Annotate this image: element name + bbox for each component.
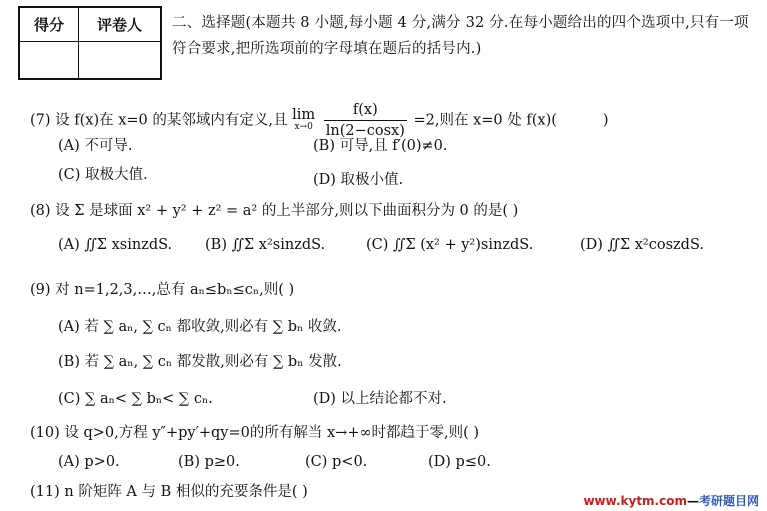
grader-cell[interactable] — [79, 42, 160, 78]
score-cell[interactable] — [20, 42, 79, 78]
section-heading: 二、选择题(本题共 8 小题,每小题 4 分,满分 32 分.在每小题给出的四个选项中,只有一项符合要求,把所选项前的字母填在题后的括号内.) — [172, 15, 749, 57]
q7-option-d[interactable]: (D) 取极小值. — [313, 172, 404, 188]
q7-frac-num: f(x) — [324, 100, 407, 121]
q9-option-c[interactable]: (C) ∑ aₙ< ∑ bₙ< ∑ cₙ. — [58, 391, 213, 407]
q7-limit — [292, 106, 316, 133]
q7-lim-sub: x→0 — [294, 121, 313, 132]
q10-option-b[interactable]: (B) p≥0. — [178, 454, 240, 470]
q10-option-d[interactable]: (D) p≤0. — [428, 454, 491, 470]
q7-frac-den: ln(2−cosx) — [325, 123, 405, 139]
question-9-stem: (9) 对 n=1,2,3,…,总有 aₙ≤bₙ≤cₙ,则( ) — [30, 282, 295, 298]
watermark-dash: — — [686, 494, 699, 508]
q7-option-a[interactable]: (A) 不可导. — [58, 138, 133, 154]
watermark-url[interactable]: www.kytm.com — [583, 494, 687, 508]
q7-stem-b: =2,则在 x=0 处 f(x)( — [413, 112, 557, 129]
q8-option-c[interactable]: (C) ∬Σ (x² + y²)sinzdS. — [366, 237, 534, 253]
q10-option-c[interactable]: (C) p<0. — [305, 454, 368, 470]
grader-header: 评卷人 — [96, 16, 142, 34]
score-table — [18, 6, 162, 80]
q7-option-b[interactable]: (B) 可导,且 f′(0)≠0. — [313, 138, 448, 154]
q7-fraction — [324, 100, 407, 141]
score-table-header — [20, 8, 160, 42]
watermark-site: 考研题目网 — [698, 494, 759, 508]
q9-option-d[interactable]: (D) 以上结论都不对. — [313, 391, 447, 407]
q8-option-a[interactable]: (A) ∬Σ xsinzdS. — [58, 237, 173, 253]
q8-option-b[interactable]: (B) ∬Σ x²sinzdS. — [205, 237, 326, 253]
q7-stem-close: ) — [602, 112, 609, 129]
question-11-stem: (11) n 阶矩阵 A 与 B 相似的充要条件是( ) — [30, 484, 308, 500]
watermark — [583, 492, 759, 509]
q9-option-b[interactable]: (B) 若 ∑ aₙ, ∑ cₙ 都发散,则必有 ∑ bₙ 发散. — [58, 354, 342, 370]
question-10-stem: (10) 设 q>0,方程 y″+py′+qy=0的所有解当 x→+∞时都趋于零,则( ) — [30, 425, 480, 441]
q7-option-c[interactable]: (C) 取极大值. — [58, 167, 148, 183]
q9-option-a[interactable]: (A) 若 ∑ aₙ, ∑ cₙ 都收敛,则必有 ∑ bₙ 收敛. — [58, 319, 342, 335]
question-8-stem: (8) 设 Σ 是球面 x² + y² + z² = a² 的上半部分,则以下曲面积分为 0 的是( ) — [30, 203, 519, 219]
question-7-stem — [30, 100, 609, 141]
q7-lim-label: lim — [292, 106, 316, 123]
q7-stem-a: (7) 设 f(x)在 x=0 的某邻域内有定义,且 — [30, 112, 288, 129]
q8-option-d[interactable]: (D) ∬Σ x²coszdS. — [580, 237, 704, 253]
score-header: 得分 — [20, 8, 79, 41]
q10-option-a[interactable]: (A) p>0. — [58, 454, 120, 470]
score-table-blank-row — [20, 42, 160, 78]
